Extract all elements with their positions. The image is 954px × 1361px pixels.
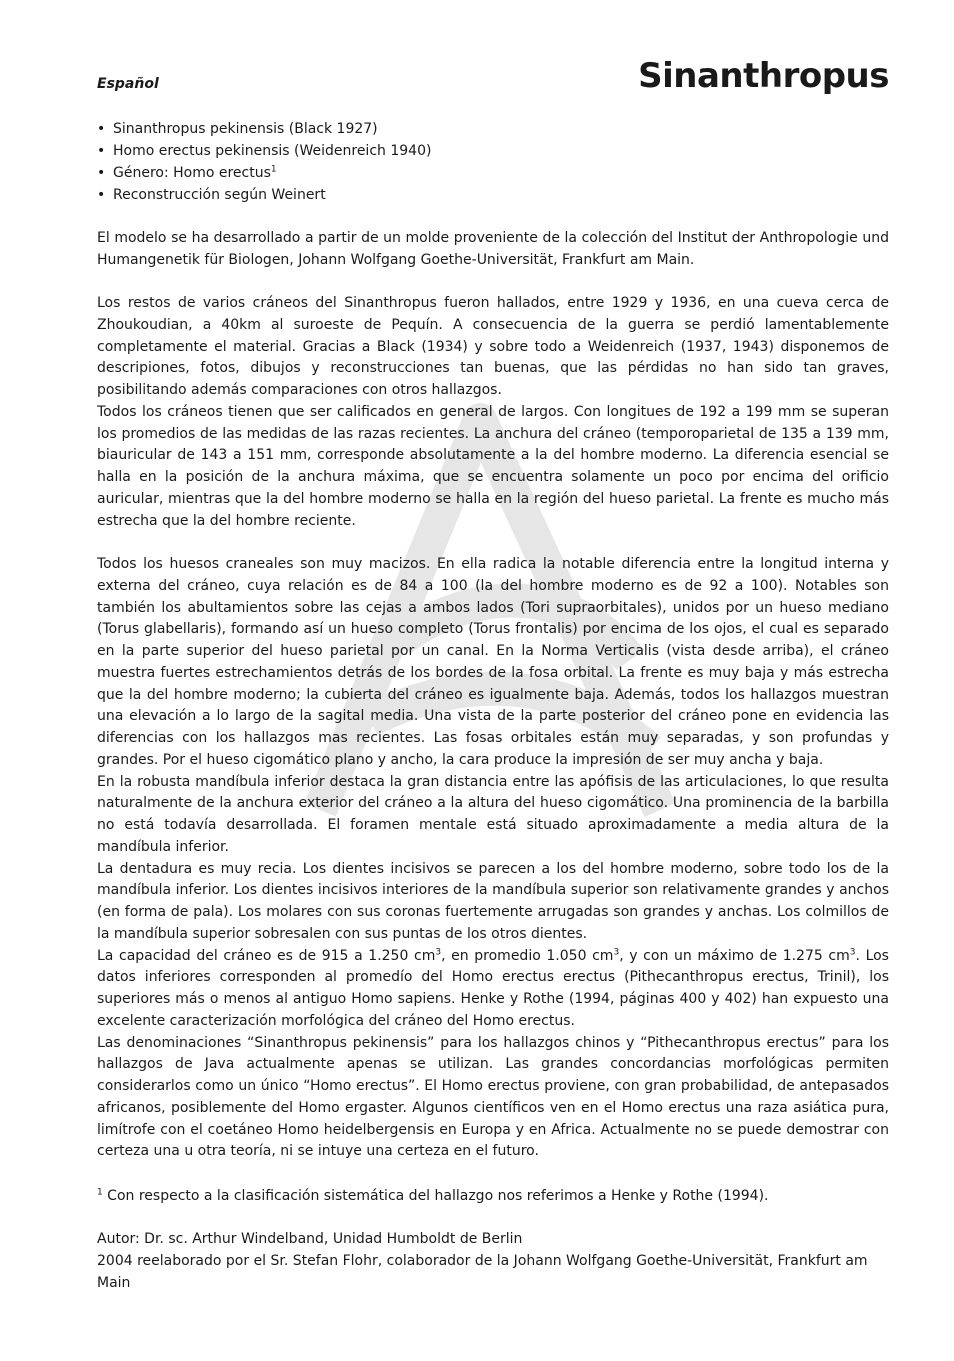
body-paragraph: Todos los cráneos tienen que ser calificados en general de largos. Con longitues de 192 a 199 mm se superan los promedios de las medidas de las razas recientes. La anchura del cráneo (temporoparietal de 135 a 139 mm, biauricular de 143 a 151 mm, corresponde absolutamente a la del hombre moderno. La diferencia esencial se halla en la posición de la anchura máxima, que se encuentra solamente un poco por encima del orificio auricular, mientras que la del hombre moderno se halla en la región del hueso parietal. La frente es mucho más estrecha que la del hombre reciente. [97,403,889,529]
list-item: • Género: Homo erectus$^1$ [97,162,889,184]
body-paragraph: La capacidad del cráneo es de 915 a 1.250 $cm^3$, en promedio 1.050 $cm^3$, y con un máximo de 1.275 $cm^3$. Los datos inferiores corresponden al promedío del Homo erectus erectus (Pithecanthropus erectus, Trinil), los superiores más o menos al antiguo Homo sapiens. Henke y Rothe (1994, páginas 400 y 402) han expuesto una excelente caracterización morfológica del cráneo del Homo erectus. [97,946,889,1029]
footnote-marker: 1 [270,164,277,175]
body-paragraph: En la robusta mandíbula inferior destaca la gran distancia entre las apófisis de las articulaciones, lo que resulta naturalmente de la anchura exterior del cráneo a la altura del hueso cigomático. Una prominencia de la barbilla no está todavía desarrollada. El foramen mentale está situado aproximadamente a media altura de la mandíbula inferior. [97,773,889,855]
author-line: 2004 reelaborado por el Sr. Stefan Flohr, colaborador de la Johann Wolfgang Goethe-Universität, Frankfurt am Main [97,1252,868,1291]
body-paragraph: Las denominaciones “Sinanthropus pekinensis” para los hallazgos chinos y “Pithecanthropus erectus” para los hallazgos de Java actualmente apenas se utilizan. Las grandes concordancias morfológicas permiten considerarlos como un único “Homo erectus”. El Homo erectus proviene, con gran probabilidad, de antepasados africanos, posiblemente del Homo ergaster. Algunos científicos ven en el Homo erectus una raza asiática pura, limítrofe con el coetáneo Homo heidelbergensis en Europa y en Africa. Actualmente no se puede demostrar con certeza una u otra teoría, ni se intuye una certeza en el futuro. [97,1034,889,1160]
classification-list [97,118,889,206]
list-item: • Sinanthropus pekinensis (Black 1927) [97,118,889,140]
body-paragraph: Todos los huesos craneales son muy macizos. En ella radica la notable diferencia entre la longitud interna y externa del cráneo, cuya relación es de 84 a 100 (la del hombre moderno es de 92 a 100). Notables son también los abultamientos sobre las cejas a ambos lados (Tori supraorbitales), unidos por un hueso mediano (Torus glabellaris), formando así un hueso completo (Torus frontalis) por encima de los ojos, el cual es separado en la parte superior del hueso parietal por un canal. En la Norma Verticalis (vista desde arriba), el cráneo muestra fuertes estrechamientos detrás de los bordes de la fosa orbital. La frente es muy baja y más estrecha que la del hombre moderno; la cubierta del cráneo es igualmente baja. Además, todos los hallazgos muestran una elevación a lo largo de la sagital media. Una vista de la parte posterior del cráneo pone en evidencia las diferencias con los hallazgos mas recientes. Las fosas orbitales están muy separadas, y son profundas y grandes. Por el hueso cigomático plano y ancho, la cara produce la impresión de ser muy ancha y baja. [97,556,889,768]
footnote: $^1$ Con respecto a la clasificación sistemática del hallazgo nos referimos a Henke y Rothe (1994). [97,1187,769,1204]
author-info [97,1229,889,1294]
document-page [97,54,889,1294]
author-line: Autor: Dr. sc. Arthur Windelband, Unidad Humboldt de Berlin [97,1231,523,1247]
page-title: Sinanthropus [638,56,889,96]
language-label: Español [97,76,159,92]
header [97,54,889,102]
body-paragraph: Los restos de varios cráneos del Sinanthropus fueron hallados, entre 1929 y 1936, en una cueva cerca de Zhoukoudian, a 40km al suroeste de Pequín. A consecuencia de la guerra se perdió lamentablemente completamente el material. Gracias a Black (1934) y sobre todo a Weidenreich (1937, 1943) disponemos de descripiones, fotos, dibujos y reconstrucciones tan buenas, que las pérdidas no han sido tan graves, posibilitando además comparaciones con otros hallazgos. [97,295,889,398]
list-item: • Homo erectus pekinensis (Weidenreich 1940) [97,140,889,162]
body-paragraph: La dentadura es muy recia. Los dientes incisivos se parecen a los del hombre moderno, sobre todo los de la mandíbula inferior. Los dientes incisivos interiores de la mandíbula superior son relativamente grandes y anchos (en forma de pala). Los molares con sus coronas fuertemente arrugadas son grandes y anchas. Los colmillos de la mandíbula superior sobresalen con sus puntas de los otros dientes. [97,860,889,942]
intro-paragraph: El modelo se ha desarrollado a partir de un molde proveniente de la colección del Institut der Anthropologie und Humangenetik für Biologen, Johann Wolfgang Goethe-Universität, Frankfurt am Main. [97,229,889,268]
list-item: • Reconstrucción según Weinert [97,184,889,206]
